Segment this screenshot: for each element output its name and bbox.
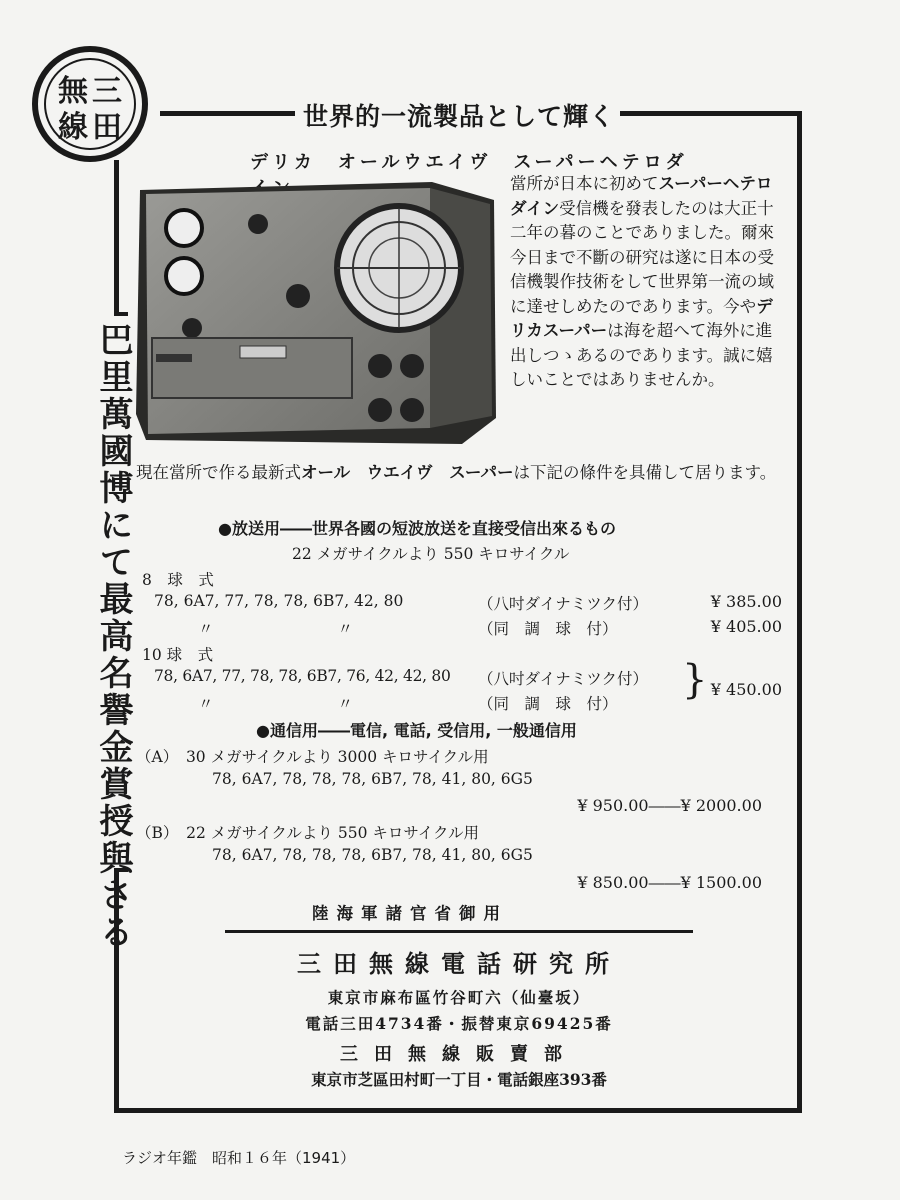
tube10-option-speaker: （八吋ダイナミツク付） [478,670,649,688]
intro-text: 現在當所で作る最新式 [136,463,301,482]
frame-tick-upper [114,312,128,316]
logo-char: 無 [58,74,88,109]
logo-char: 三 [92,74,122,109]
logo-char: 田 [92,110,122,145]
source-caption: ラジオ年鑑 昭和１６年（1941） [122,1149,356,1167]
frame-top-right-rule [620,111,800,116]
military-supplier-note: 陸海軍諸官省御用 [312,904,508,923]
broadcast-heading: ●放送用――世界各國の短波放送を直接受信出來るもの [218,519,616,538]
tube10-price: ¥ 450.00 [710,680,782,699]
company-address: 東京市麻布區竹谷町六（仙臺坂） [327,988,591,1007]
company-name: 三田無線電話研究所 [297,950,621,978]
logo-char: 線 [58,110,88,145]
divider-rule [225,930,693,933]
sales-dept-name: 三田無線販賣部 [340,1044,578,1065]
desc-emph: デリカスーパー [510,296,773,340]
tube8-option-tuning: （同 調 球 付） [478,620,618,638]
tube8-ditto: 〃 〃 [198,620,354,638]
tube10-label: 10 球 式 [142,646,214,664]
tube8-label: 8 球 式 [142,571,214,589]
comm-b-price: ¥ 850.00――¥ 1500.00 [577,873,762,892]
broadcast-range: 22 メガサイクルより 550 キロサイクル [292,545,570,563]
tube8-price-1: ¥ 385.00 [710,592,782,611]
vertical-slogan: 巴里萬國博にて最高名譽金賞授與さる [93,322,133,951]
tube10-lineup: 78, 6A7, 77, 78, 78, 6B7, 76, 42, 42, 80 [154,667,451,685]
desc-text: 受信機を發表したのは大正十二年の暮のことでありました。爾來今日まで不斷の研究は遂に日本の受信機製作技術をして世界第一流の域に達せしめたのであります。今や [510,198,774,316]
frame-right-rule [797,111,802,1113]
desc-text: は海を超へて海外に進出しつゝあるのであります。誠に嬉しいことではありませんか。 [510,321,773,389]
intro-paragraph [136,460,786,485]
frame-top-left-rule [160,111,295,116]
comm-b-label: （B） 22 メガサイクルより 550 キロサイクル用 [136,824,480,842]
company-logo [32,46,148,162]
comm-b-lineup: 78, 6A7, 78, 78, 78, 6B7, 78, 41, 80, 6G5 [212,846,533,864]
product-description [510,172,785,393]
tube8-option-speaker: （八吋ダイナミツク付） [478,595,649,613]
sales-dept-address: 東京市芝區田村町一丁目・電話銀座393番 [311,1070,607,1089]
product-title: デリカ オールウエイヴ スーパーヘテロダ [250,152,688,173]
headline: 世界的一流製品として輝く [302,102,615,131]
frame-left-upper-rule [114,160,119,315]
intro-emph: オール ウエイヴ スーパー [301,463,514,482]
desc-emph: スーパーヘテロダイン [510,174,773,218]
radio-receiver-illustration [132,178,498,450]
brace-glyph: } [682,657,708,703]
comm-a-label: （A） 30 メガサイクルより 3000 キロサイクル用 [136,748,489,766]
comm-a-lineup: 78, 6A7, 78, 78, 78, 6B7, 78, 41, 80, 6G5 [212,770,533,788]
desc-text: 當所が日本に初めて [510,174,659,193]
tube8-price-2: ¥ 405.00 [710,617,782,636]
tube8-lineup: 78, 6A7, 77, 78, 78, 6B7, 42, 80 [154,592,404,610]
intro-text: は下記の條件を具備して居ります。 [513,463,777,482]
comm-a-price: ¥ 950.00――¥ 2000.00 [577,796,762,815]
comm-heading: ●通信用――電信, 電話, 受信用, 一般通信用 [256,721,577,740]
frame-bottom-rule [114,1108,802,1113]
company-phone: 電話三田4734番・振替東京69425番 [305,1014,613,1033]
tube10-option-tuning: （同 調 球 付） [478,695,618,713]
tube10-ditto: 〃 〃 [198,695,354,713]
